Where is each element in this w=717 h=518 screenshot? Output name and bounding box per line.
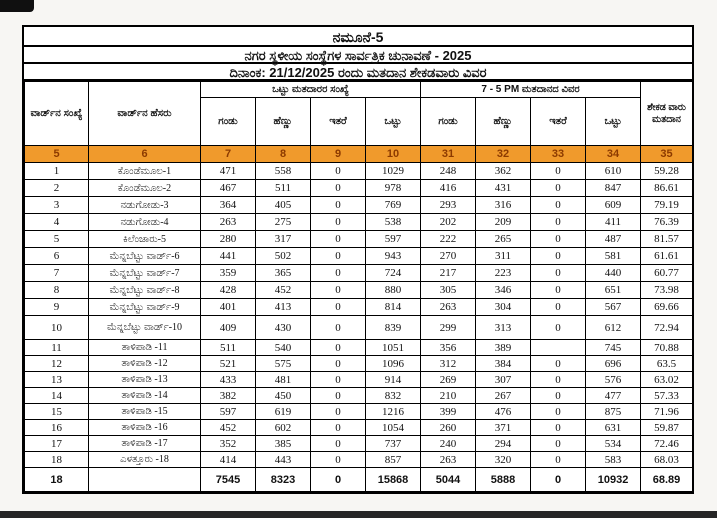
other-voted-cell: 0: [531, 452, 586, 468]
male-count-cell: 521: [201, 356, 256, 372]
ward-name-cell: ಕೊಂಡೆಮೂಲ-2: [89, 180, 201, 197]
percent-cell: 81.57: [641, 231, 693, 248]
total-voted-cell: 612: [586, 316, 641, 340]
total-count-cell: 880: [366, 282, 421, 299]
female-count-cell: 443: [256, 452, 311, 468]
total-header: ಒಟ್ಟು: [586, 98, 641, 146]
total-voted-cell: 583: [586, 452, 641, 468]
male-voted-cell: 260: [421, 420, 476, 436]
table-row: [25, 452, 693, 468]
percent-cell: 86.61: [641, 180, 693, 197]
female-voted-cell: 431: [476, 180, 531, 197]
female-header: ಹೆಣ್ಣು: [476, 98, 531, 146]
date-line: ದಿನಾಂಕ: 21/12/2025 ರಂದು ಮತದಾನ ಶೇಕಡವಾರು ವಿವರ: [24, 64, 692, 81]
percent-header: ಶೇಕಡ ವಾರು ಮತದಾನ: [641, 82, 693, 146]
other-count-cell: 0: [311, 404, 366, 420]
column-index-cell: 31: [421, 146, 476, 163]
male-count-cell: 382: [201, 388, 256, 404]
ward-name-header: ವಾರ್ಡ್‌ನ ಹೆಸರು: [89, 82, 201, 146]
poll-detail-group-header: 7 - 5 PM ಮತದಾನದ ವಿವರ: [421, 82, 641, 98]
ward-number-cell: 9: [25, 299, 89, 316]
female-count-cell: 405: [256, 197, 311, 214]
ward-number-cell: 2: [25, 180, 89, 197]
male-count-cell: 441: [201, 248, 256, 265]
male-count-cell: 364: [201, 197, 256, 214]
female-count-cell: 558: [256, 163, 311, 180]
male-voted-cell: 222: [421, 231, 476, 248]
total-percent-cell: 68.89: [641, 468, 693, 492]
table-row: [25, 163, 693, 180]
total-count-cell: 814: [366, 299, 421, 316]
female-count-cell: 511: [256, 180, 311, 197]
female-voted-cell: 265: [476, 231, 531, 248]
total-count-cell: 769: [366, 197, 421, 214]
ward-name-cell: ತಾಳಿಪಾಡಿ -16: [89, 420, 201, 436]
column-index-cell: 32: [476, 146, 531, 163]
total-count-cell: 839: [366, 316, 421, 340]
male-voted-cell: 217: [421, 265, 476, 282]
percent-cell: 72.94: [641, 316, 693, 340]
column-index-cell: 35: [641, 146, 693, 163]
total-count-cell: 978: [366, 180, 421, 197]
male-voted-cell: 202: [421, 214, 476, 231]
column-index-row: [25, 146, 693, 163]
male-voted-cell: 263: [421, 299, 476, 316]
male-count-cell: 597: [201, 404, 256, 420]
table-row: [25, 214, 693, 231]
percent-cell: 70.88: [641, 340, 693, 356]
other-voted-cell: 0: [531, 316, 586, 340]
other-count-cell: 0: [311, 197, 366, 214]
total-voted-cell: 534: [586, 436, 641, 452]
ward-number-cell: 11: [25, 340, 89, 356]
column-index-cell: 5: [25, 146, 89, 163]
ward-number-cell: 12: [25, 356, 89, 372]
table-row: [25, 404, 693, 420]
column-index-cell: 8: [256, 146, 311, 163]
percent-cell: 63.5: [641, 356, 693, 372]
total-count-cell: 943: [366, 248, 421, 265]
table-row: [25, 248, 693, 265]
total-voted-cell: 477: [586, 388, 641, 404]
table-row: [25, 340, 693, 356]
ward-name-cell: ಮೆನ್ನಬೆಟ್ಟು ವಾರ್ಡ್-8: [89, 282, 201, 299]
female-count-cell: 365: [256, 265, 311, 282]
other-count-cell: 0: [311, 372, 366, 388]
other-voted-cell: 0: [531, 436, 586, 452]
female-voted-cell: 371: [476, 420, 531, 436]
male-count-cell: 352: [201, 436, 256, 452]
other-count-cell: 0: [311, 452, 366, 468]
ward-name-cell: ಮೆನ್ನಬೆಟ್ಟು ವಾರ್ಡ್-7: [89, 265, 201, 282]
female-voted-cell: 267: [476, 388, 531, 404]
other-header: ಇತರೆ: [531, 98, 586, 146]
total-voted-cell: 696: [586, 356, 641, 372]
total-voted-cell: 651: [586, 282, 641, 299]
other-voted-cell: 0: [531, 265, 586, 282]
total-row: [25, 468, 693, 492]
female-voted-cell: 389: [476, 340, 531, 356]
percent-cell: 69.66: [641, 299, 693, 316]
percent-cell: 68.03: [641, 452, 693, 468]
total-voted-cell: 487: [586, 231, 641, 248]
ward-name-cell: ನಡುಗೋಡು-4: [89, 214, 201, 231]
female-voted-cell: 476: [476, 404, 531, 420]
total-voted-cell: 411: [586, 214, 641, 231]
ward-name-cell: ತಾಳಿಪಾಡಿ -13: [89, 372, 201, 388]
male-voted-cell: 299: [421, 316, 476, 340]
other-count-cell: 0: [311, 180, 366, 197]
percent-cell: 73.98: [641, 282, 693, 299]
female-count-cell: 317: [256, 231, 311, 248]
male-voted-cell: 240: [421, 436, 476, 452]
total-voted-cell: 576: [586, 372, 641, 388]
other-voted-cell: 0: [531, 231, 586, 248]
ward-number-cell: 3: [25, 197, 89, 214]
other-voted-cell: 0: [531, 248, 586, 265]
total-header: ಒಟ್ಟು: [366, 98, 421, 146]
table-row: [25, 436, 693, 452]
male-voted-cell: 305: [421, 282, 476, 299]
total-ward-number-cell: 18: [25, 468, 89, 492]
other-count-cell: 0: [311, 282, 366, 299]
total-other-count-cell: 0: [311, 468, 366, 492]
other-voted-cell: 0: [531, 388, 586, 404]
other-voted-cell: 0: [531, 163, 586, 180]
ward-number-cell: 14: [25, 388, 89, 404]
election-title: ನಗರ ಸ್ಥಳೀಯ ಸಂಸ್ಥೆಗಳ ಸಾರ್ವತ್ರಿಕ ಚುನಾವಣೆ - 2025: [24, 47, 692, 64]
total-count-cell: 1054: [366, 420, 421, 436]
total-female-count-cell: 8323: [256, 468, 311, 492]
other-voted-cell: [531, 340, 586, 356]
other-count-cell: 0: [311, 340, 366, 356]
other-count-cell: 0: [311, 231, 366, 248]
ward-name-cell: ತಾಳಿಪಾಡಿ -14: [89, 388, 201, 404]
male-count-cell: 467: [201, 180, 256, 197]
table-row: [25, 356, 693, 372]
other-count-cell: 0: [311, 356, 366, 372]
total-total-count-cell: 15868: [366, 468, 421, 492]
male-voted-cell: 312: [421, 356, 476, 372]
female-count-cell: 430: [256, 316, 311, 340]
form-document: [22, 25, 694, 494]
other-count-cell: 0: [311, 388, 366, 404]
female-count-cell: 619: [256, 404, 311, 420]
column-index-cell: 34: [586, 146, 641, 163]
other-header: ಇತರೆ: [311, 98, 366, 146]
other-count-cell: 0: [311, 248, 366, 265]
total-male-voted-cell: 5044: [421, 468, 476, 492]
female-voted-cell: 311: [476, 248, 531, 265]
male-voted-cell: 270: [421, 248, 476, 265]
total-voted-cell: 440: [586, 265, 641, 282]
ward-name-cell: ಕಿಲೆಂಜಾರು-5: [89, 231, 201, 248]
ward-name-cell: ತಾಳಿಪಾಡಿ -12: [89, 356, 201, 372]
percent-cell: 63.02: [641, 372, 693, 388]
ward-name-cell: ಮೆನ್ನಬೆಟ್ಟು ವಾರ್ಡ್-10: [89, 316, 201, 340]
female-voted-cell: 307: [476, 372, 531, 388]
table-row: [25, 180, 693, 197]
male-count-cell: 414: [201, 452, 256, 468]
percent-cell: 61.61: [641, 248, 693, 265]
table-row: [25, 420, 693, 436]
female-voted-cell: 313: [476, 316, 531, 340]
table-row: [25, 282, 693, 299]
female-count-cell: 575: [256, 356, 311, 372]
other-count-cell: 0: [311, 163, 366, 180]
male-count-cell: 409: [201, 316, 256, 340]
percent-cell: 59.87: [641, 420, 693, 436]
total-voted-cell: 847: [586, 180, 641, 197]
male-count-cell: 401: [201, 299, 256, 316]
female-voted-cell: 304: [476, 299, 531, 316]
total-voted-cell: 631: [586, 420, 641, 436]
ward-name-cell: ಮೆನ್ನಬೆಟ್ಟು ವಾರ್ಡ್-6: [89, 248, 201, 265]
other-voted-cell: 0: [531, 356, 586, 372]
female-count-cell: 452: [256, 282, 311, 299]
female-voted-cell: 362: [476, 163, 531, 180]
male-voted-cell: 269: [421, 372, 476, 388]
total-voted-cell: 875: [586, 404, 641, 420]
total-count-cell: 538: [366, 214, 421, 231]
male-header: ಗಂಡು: [421, 98, 476, 146]
female-count-cell: 502: [256, 248, 311, 265]
male-voted-cell: 263: [421, 452, 476, 468]
ward-number-cell: 4: [25, 214, 89, 231]
total-ward-name-cell: [89, 468, 201, 492]
female-count-cell: 450: [256, 388, 311, 404]
ward-number-cell: 7: [25, 265, 89, 282]
male-count-cell: 511: [201, 340, 256, 356]
ward-number-cell: 17: [25, 436, 89, 452]
screen-corner-artifact: [0, 0, 34, 12]
ward-number-cell: 6: [25, 248, 89, 265]
total-female-voted-cell: 5888: [476, 468, 531, 492]
female-header: ಹೆಣ್ಣು: [256, 98, 311, 146]
ward-number-header: ವಾರ್ಡ್‌ನ ಸಂಖ್ಯೆ: [25, 82, 89, 146]
total-count-cell: 857: [366, 452, 421, 468]
ward-name-cell: ಮೆನ್ನಬೆಟ್ಟು ವಾರ್ಡ್-9: [89, 299, 201, 316]
female-count-cell: 413: [256, 299, 311, 316]
male-count-cell: 428: [201, 282, 256, 299]
total-voted-cell: 745: [586, 340, 641, 356]
ward-name-cell: ಕೊಂಡೆಮೂಲ-1: [89, 163, 201, 180]
percent-cell: 71.96: [641, 404, 693, 420]
ward-number-cell: 15: [25, 404, 89, 420]
other-count-cell: 0: [311, 420, 366, 436]
table-row: [25, 231, 693, 248]
other-count-cell: 0: [311, 214, 366, 231]
ward-number-cell: 13: [25, 372, 89, 388]
table-row: [25, 299, 693, 316]
other-voted-cell: 0: [531, 197, 586, 214]
total-voted-cell: 581: [586, 248, 641, 265]
column-index-cell: 7: [201, 146, 256, 163]
female-voted-cell: 316: [476, 197, 531, 214]
column-index-cell: 33: [531, 146, 586, 163]
ward-number-cell: 10: [25, 316, 89, 340]
female-voted-cell: 209: [476, 214, 531, 231]
male-voted-cell: 416: [421, 180, 476, 197]
ward-name-cell: ತಾಳಿಪಾಡಿ -11: [89, 340, 201, 356]
ward-number-cell: 18: [25, 452, 89, 468]
male-voted-cell: 356: [421, 340, 476, 356]
ward-name-cell: ತಾಳಿಪಾಡಿ -17: [89, 436, 201, 452]
total-voters-group-header: ಒಟ್ಟು ಮತದಾರರ ಸಂಖ್ಯೆ: [201, 82, 421, 98]
female-voted-cell: 320: [476, 452, 531, 468]
other-voted-cell: 0: [531, 372, 586, 388]
ward-name-cell: ತಾಳಿಪಾಡಿ -15: [89, 404, 201, 420]
percent-cell: 72.46: [641, 436, 693, 452]
form-title: ನಮೂನೆ-5: [24, 27, 692, 47]
female-count-cell: 385: [256, 436, 311, 452]
other-voted-cell: 0: [531, 299, 586, 316]
female-voted-cell: 346: [476, 282, 531, 299]
group-header-row: [25, 82, 693, 98]
total-count-cell: 597: [366, 231, 421, 248]
total-male-count-cell: 7545: [201, 468, 256, 492]
other-voted-cell: 0: [531, 420, 586, 436]
column-index-cell: 9: [311, 146, 366, 163]
total-voted-cell: 567: [586, 299, 641, 316]
male-voted-cell: 293: [421, 197, 476, 214]
female-count-cell: 602: [256, 420, 311, 436]
table-row: [25, 265, 693, 282]
ward-name-cell: ನಡುಗೋಡು-3: [89, 197, 201, 214]
male-count-cell: 263: [201, 214, 256, 231]
female-voted-cell: 384: [476, 356, 531, 372]
total-total-voted-cell: 10932: [586, 468, 641, 492]
total-count-cell: 724: [366, 265, 421, 282]
polling-percentage-table: [24, 81, 693, 492]
ward-name-cell: ಎಳತ್ತೂರು -18: [89, 452, 201, 468]
male-voted-cell: 210: [421, 388, 476, 404]
total-other-voted-cell: 0: [531, 468, 586, 492]
other-voted-cell: 0: [531, 214, 586, 231]
bottom-bar: [0, 511, 717, 518]
male-count-cell: 452: [201, 420, 256, 436]
other-count-cell: 0: [311, 436, 366, 452]
percent-cell: 57.33: [641, 388, 693, 404]
female-voted-cell: 223: [476, 265, 531, 282]
male-count-cell: 471: [201, 163, 256, 180]
male-count-cell: 433: [201, 372, 256, 388]
female-voted-cell: 294: [476, 436, 531, 452]
male-voted-cell: 248: [421, 163, 476, 180]
male-count-cell: 359: [201, 265, 256, 282]
male-count-cell: 280: [201, 231, 256, 248]
ward-number-cell: 5: [25, 231, 89, 248]
other-voted-cell: 0: [531, 282, 586, 299]
female-count-cell: 275: [256, 214, 311, 231]
other-count-cell: 0: [311, 299, 366, 316]
total-count-cell: 832: [366, 388, 421, 404]
total-voted-cell: 610: [586, 163, 641, 180]
table-row: [25, 316, 693, 340]
column-index-cell: 6: [89, 146, 201, 163]
total-count-cell: 1216: [366, 404, 421, 420]
male-voted-cell: 399: [421, 404, 476, 420]
percent-cell: 60.77: [641, 265, 693, 282]
table-row: [25, 388, 693, 404]
column-index-cell: 10: [366, 146, 421, 163]
other-voted-cell: 0: [531, 404, 586, 420]
female-count-cell: 540: [256, 340, 311, 356]
percent-cell: 76.39: [641, 214, 693, 231]
total-count-cell: 737: [366, 436, 421, 452]
other-count-cell: 0: [311, 316, 366, 340]
male-header: ಗಂಡು: [201, 98, 256, 146]
ward-number-cell: 1: [25, 163, 89, 180]
total-count-cell: 1096: [366, 356, 421, 372]
other-count-cell: 0: [311, 265, 366, 282]
table-row: [25, 197, 693, 214]
total-count-cell: 1029: [366, 163, 421, 180]
total-count-cell: 914: [366, 372, 421, 388]
percent-cell: 79.19: [641, 197, 693, 214]
female-count-cell: 481: [256, 372, 311, 388]
other-voted-cell: 0: [531, 180, 586, 197]
table-row: [25, 372, 693, 388]
ward-number-cell: 16: [25, 420, 89, 436]
total-voted-cell: 609: [586, 197, 641, 214]
percent-cell: 59.28: [641, 163, 693, 180]
total-count-cell: 1051: [366, 340, 421, 356]
ward-number-cell: 8: [25, 282, 89, 299]
